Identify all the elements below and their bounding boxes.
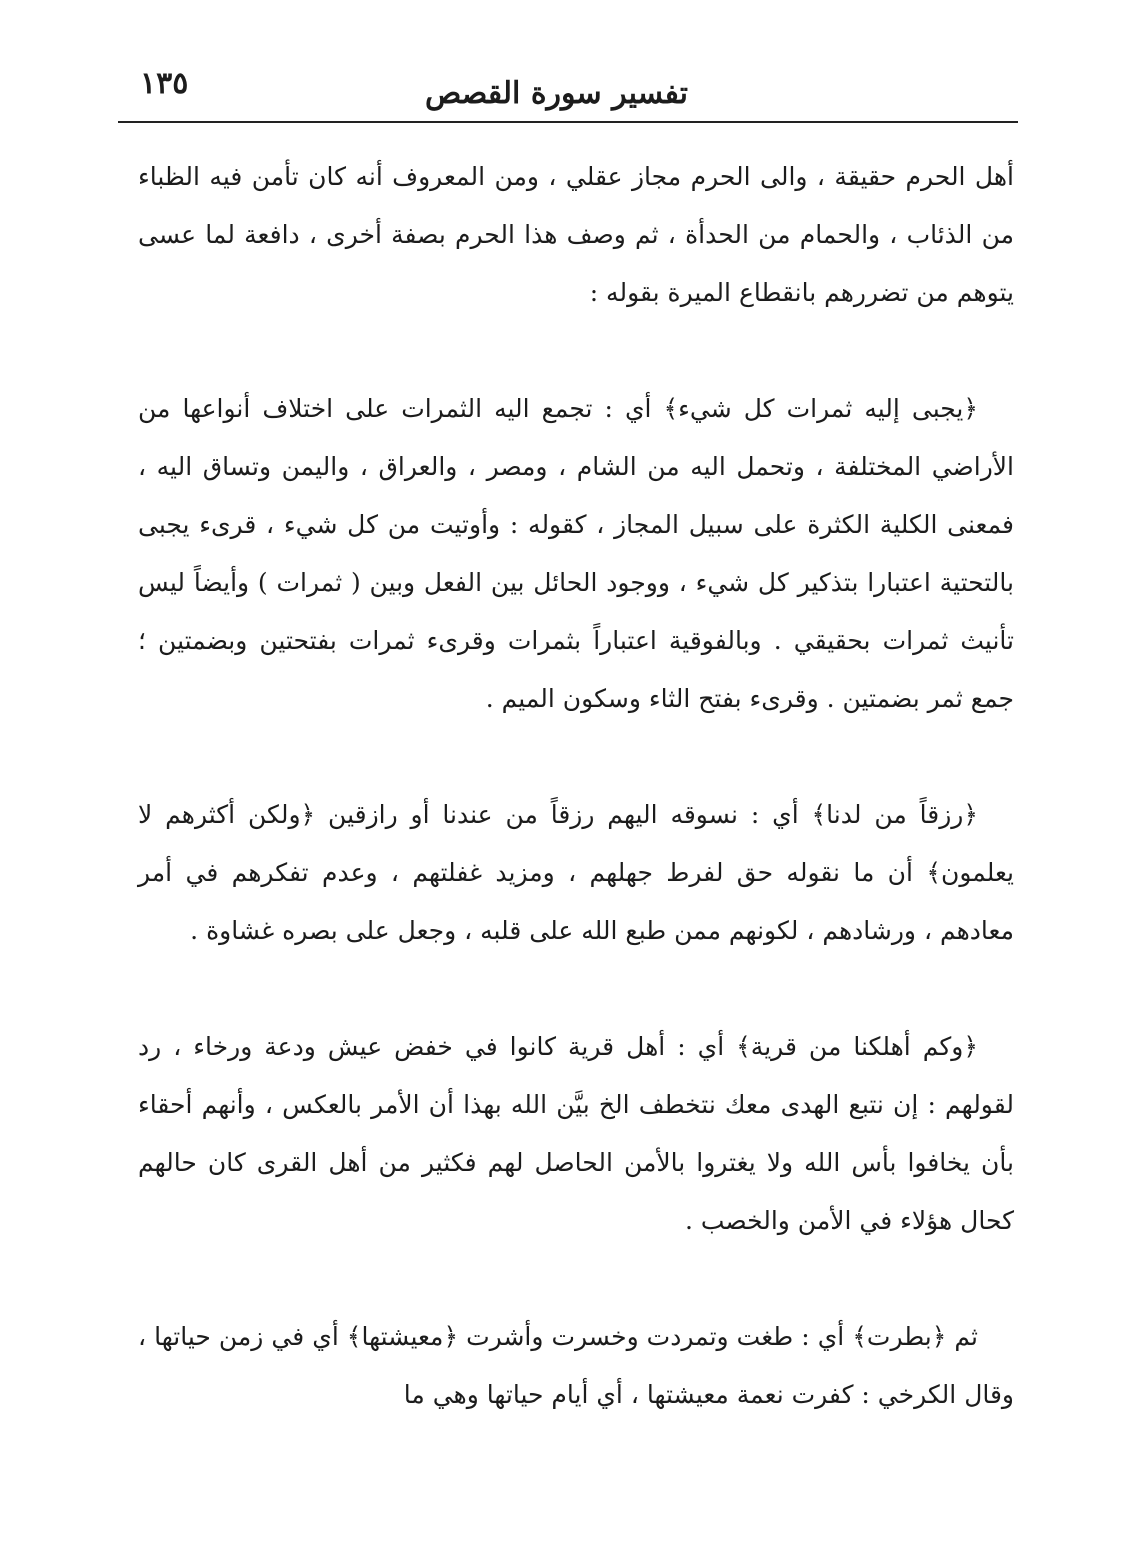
header-rule bbox=[118, 121, 1018, 123]
paragraph-continuation: أهل الحرم حقيقة ، والى الحرم مجاز عقلي ، ومن المعروف أنه كان تأمن فيه الظباء من الذئاب ، والحمام من الحدأة ، ثم وصف هذا الحرم بصفة أخرى ، دافعة لما عسى يتوهم من تضررهم بانقطاع الميرة بقوله : bbox=[138, 162, 1014, 307]
paragraph-destroyed-towns-verse: ﴿وكم أهلكنا من قرية﴾ أي : أهل قرية كانوا في خفض عيش ودعة ورخاء ، رد لقولهم : إن نتبع الهدى معك نتخطف الخ بيَّن الله بهذا أن الأمر بالعكس ، وأنهم أحقاء بأن يخافوا بأس الله ولا يغتروا بالأمن الحاصل لهم فكثير من أهل القرى كان حالهم كحال هؤلاء في الأمن والخصب . bbox=[138, 1032, 1014, 1235]
running-header bbox=[118, 58, 1018, 122]
paragraph-provision-verse: ﴿رزقاً من لدنا﴾ أي : نسوقه اليهم رزقاً من عندنا أو رازقين ﴿ولكن أكثرهم لا يعلمون﴾ أن ما نقوله حق لفرط جهلهم ، ومزيد غفلتهم ، وعدم تفكرهم في أمر معادهم ، ورشادهم ، لكونهم ممن طبع الله على قلبه ، وجعل على بصره غشاوة . bbox=[138, 800, 1014, 945]
commentary-text bbox=[138, 148, 1014, 1424]
running-title: تفسير سورة القصص bbox=[424, 76, 688, 111]
paragraph-fruits-verse: ﴿يجبى إليه ثمرات كل شيء﴾ أي : تجمع اليه الثمرات على اختلاف أنواعها من الأراضي المختلفة ، وتحمل اليه من الشام ، ومصر ، والعراق ، واليمن وتساق اليه ، فمعنى الكلية الكثرة على سبيل المجاز ، كقوله : وأوتيت من كل شيء ، قرىء يجبى بالتحتية اعتبارا بتذكير كل شيء ، ووجود الحائل بين الفعل وبين ( ثمرات ) وأيضاً ليس تأنيث ثمرات بحقيقي . وبالفوقية اعتباراً بثمرات وقرىء ثمرات بفتحتين وبضمتين ؛ جمع ثمر بضمتين . وقرىء بفتح الثاء وسكون الميم . bbox=[138, 394, 1014, 713]
page-number: ١٣٥ bbox=[140, 66, 189, 101]
paragraph-ingratitude-verse: ثم ﴿بطرت﴾ أي : طغت وتمردت وخسرت وأشرت ﴿معيشتها﴾ أي في زمن حياتها ، وقال الكرخي : كفرت نعمة معيشتها ، أي أيام حياتها وهي ما bbox=[138, 1322, 1014, 1409]
